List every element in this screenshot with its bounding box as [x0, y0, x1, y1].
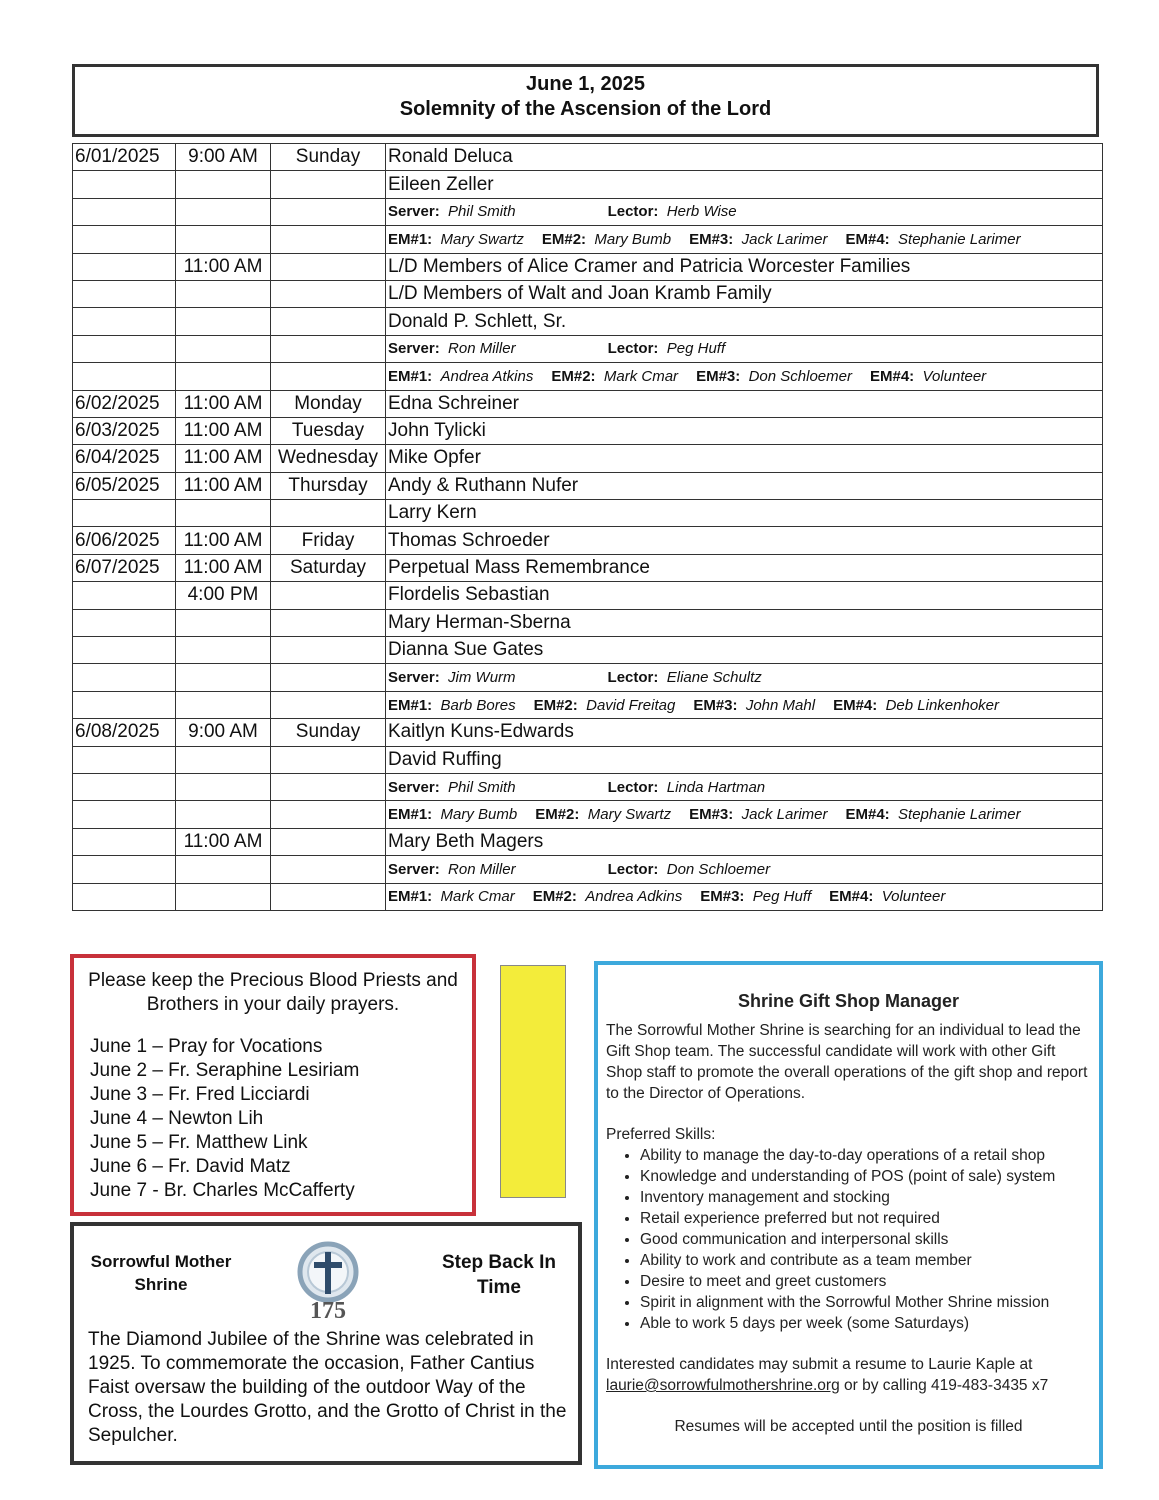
- role-person: Ron Miller: [448, 860, 516, 878]
- skill-item: • Ability to manage the day-to-day operations of a retail shop: [640, 1145, 1099, 1166]
- schedule-day: [271, 198, 386, 225]
- schedule-time: [176, 773, 271, 800]
- schedule-time: [176, 335, 271, 362]
- schedule-time: 11:00 AM: [176, 417, 271, 444]
- skill-item: • Retail experience preferred but not required: [640, 1208, 1099, 1229]
- prayer-item: June 7 - Br. Charles McCafferty: [90, 1180, 355, 1201]
- role-person: Jim Wurm: [448, 669, 516, 687]
- schedule-row: [73, 746, 1103, 773]
- skill-item: • Spirit in alignment with the Sorrowful Mother Shrine mission: [640, 1292, 1099, 1313]
- role-label: EM#4:: [869, 367, 915, 385]
- schedule-time: [176, 198, 271, 225]
- schedule-time: [176, 226, 271, 253]
- role-person: Andrea Adkins: [585, 888, 683, 906]
- skills-label: Preferred Skills:: [606, 1126, 716, 1143]
- schedule-time: [176, 609, 271, 636]
- schedule-day: [271, 253, 386, 280]
- role-person: Mary Bumb: [594, 230, 672, 248]
- schedule-date: [73, 691, 176, 718]
- schedule-date: [73, 828, 176, 855]
- role-person: Mark Cmar: [440, 888, 515, 906]
- schedule-day: Wednesday: [271, 445, 386, 472]
- header-date: June 1, 2025: [526, 73, 645, 95]
- schedule-day: Sunday: [271, 144, 386, 171]
- schedule-row: [73, 856, 1103, 883]
- schedule-day: [271, 746, 386, 773]
- schedule-time: 11:00 AM: [176, 390, 271, 417]
- schedule-row: [73, 828, 1103, 855]
- mass-intention: Kaitlyn Kuns-Edwards: [386, 719, 1103, 746]
- role-person: Linda Hartman: [666, 778, 766, 796]
- mass-intention: Eileen Zeller: [386, 171, 1103, 198]
- schedule-day: [271, 226, 386, 253]
- schedule-row: [73, 417, 1103, 444]
- schedule-day: [271, 308, 386, 335]
- mass-intention: Perpetual Mass Remembrance: [386, 554, 1103, 581]
- gift-contact: [606, 1354, 1091, 1396]
- role-label: EM#3:: [689, 806, 734, 824]
- role-person: Mary Swartz: [440, 230, 524, 248]
- server-lector-cell: [386, 664, 1103, 691]
- role-person: Deb Linkenhoker: [885, 696, 1000, 714]
- mass-schedule-table: [72, 143, 1103, 911]
- server-lector-cell: [386, 773, 1103, 800]
- role-person: Volunteer: [922, 367, 987, 385]
- schedule-day: [271, 582, 386, 609]
- schedule-day: Monday: [271, 390, 386, 417]
- schedule-time: [176, 691, 271, 718]
- em-cell: [386, 883, 1103, 910]
- schedule-time: [176, 856, 271, 883]
- schedule-row: [73, 253, 1103, 280]
- schedule-row: [73, 144, 1103, 171]
- schedule-day: [271, 856, 386, 883]
- mass-intention: Mary Herman-Sberna: [386, 609, 1103, 636]
- role-label: EM#2:: [532, 888, 577, 906]
- schedule-date: [73, 308, 176, 335]
- schedule-row: [73, 363, 1103, 390]
- schedule-day: [271, 637, 386, 664]
- role-label: EM#1:: [388, 696, 433, 714]
- schedule-day: [271, 801, 386, 828]
- schedule-row: [73, 500, 1103, 527]
- schedule-date: [73, 856, 176, 883]
- email-link[interactable]: laurie@sorrowfulmothershrine.org: [606, 1377, 840, 1394]
- header-feast: Solemnity of the Ascension of the Lord: [399, 98, 772, 120]
- role-label: EM#1:: [388, 806, 433, 824]
- mass-intention: L/D Members of Alice Cramer and Patricia Worcester Families: [386, 253, 1103, 280]
- schedule-row: [73, 883, 1103, 910]
- schedule-date: 6/08/2025: [73, 719, 176, 746]
- schedule-day: Thursday: [271, 472, 386, 499]
- schedule-date: [73, 883, 176, 910]
- schedule-date: [73, 500, 176, 527]
- role-person: Volunteer: [881, 888, 946, 906]
- prayer-item: June 6 – Fr. David Matz: [90, 1156, 291, 1177]
- prayer-item: June 4 – Newton Lih: [90, 1108, 264, 1129]
- gift-title: Shrine Gift Shop Manager: [737, 991, 960, 1011]
- schedule-date: 6/02/2025: [73, 390, 176, 417]
- schedule-date: [73, 171, 176, 198]
- schedule-time: [176, 308, 271, 335]
- schedule-day: [271, 280, 386, 307]
- prayer-list: [90, 1035, 472, 1203]
- prayer-intro: Please keep the Precious Blood Priests and Brothers in your daily prayers.: [88, 970, 458, 1015]
- role-label: EM#1:: [388, 230, 433, 248]
- skill-item: • Knowledge and understanding of POS (point of sale) system: [640, 1166, 1099, 1187]
- mass-intention: Mike Opfer: [386, 445, 1103, 472]
- schedule-row: [73, 226, 1103, 253]
- role-person: Andrea Atkins: [440, 367, 534, 385]
- role-person: Herb Wise: [666, 203, 737, 221]
- header-box: [72, 64, 1099, 137]
- skill-item: • Desire to meet and greet customers: [640, 1271, 1099, 1292]
- schedule-row: [73, 554, 1103, 581]
- mass-intention: Donald P. Schlett, Sr.: [386, 308, 1103, 335]
- schedule-date: [73, 664, 176, 691]
- schedule-day: [271, 609, 386, 636]
- schedule-row: [73, 280, 1103, 307]
- mass-intention: Andy & Ruthann Nufer: [386, 472, 1103, 499]
- role-label: Server:: [388, 778, 440, 796]
- role-person: David Freitag: [586, 696, 676, 714]
- schedule-day: [271, 363, 386, 390]
- schedule-day: [271, 828, 386, 855]
- role-person: Stephanie Larimer: [898, 806, 1021, 824]
- role-label: EM#4:: [833, 696, 878, 714]
- schedule-row: [73, 609, 1103, 636]
- schedule-date: [73, 226, 176, 253]
- mass-intention: David Ruffing: [386, 746, 1103, 773]
- shrine-box: [70, 1222, 582, 1465]
- schedule-date: [73, 746, 176, 773]
- schedule-time: 11:00 AM: [176, 253, 271, 280]
- role-label: EM#3:: [689, 230, 734, 248]
- role-label: Lector:: [607, 203, 659, 221]
- schedule-row: [73, 773, 1103, 800]
- mass-intention: Ronald Deluca: [386, 144, 1103, 171]
- role-person: Barb Bores: [440, 696, 516, 714]
- schedule-day: [271, 500, 386, 527]
- schedule-time: [176, 637, 271, 664]
- mass-intention: L/D Members of Walt and Joan Kramb Family: [386, 280, 1103, 307]
- skill-item: • Good communication and interpersonal skills: [640, 1229, 1099, 1250]
- schedule-time: 9:00 AM: [176, 719, 271, 746]
- schedule-time: 11:00 AM: [176, 445, 271, 472]
- role-person: Eliane Schultz: [666, 669, 762, 687]
- mass-intention: Dianna Sue Gates: [386, 637, 1103, 664]
- schedule-time: [176, 664, 271, 691]
- role-person: Mary Swartz: [587, 806, 672, 824]
- schedule-date: [73, 609, 176, 636]
- prayer-box: [70, 954, 476, 1216]
- role-label: Server:: [388, 340, 440, 358]
- role-label: EM#3:: [693, 696, 738, 714]
- schedule-row: [73, 198, 1103, 225]
- contact-prefix: Interested candidates may submit a resume to Laurie Kaple at: [606, 1356, 1033, 1373]
- em-cell: [386, 226, 1103, 253]
- mass-intention: Larry Kern: [386, 500, 1103, 527]
- role-label: Lector:: [607, 669, 659, 687]
- schedule-date: 6/06/2025: [73, 527, 176, 554]
- schedule-date: [73, 335, 176, 362]
- shrine-name: Sorrowful Mother Shrine: [90, 1252, 232, 1294]
- schedule-row: [73, 637, 1103, 664]
- role-label: EM#2:: [541, 230, 587, 248]
- schedule-day: Sunday: [271, 719, 386, 746]
- server-lector-cell: [386, 198, 1103, 225]
- schedule-date: [73, 773, 176, 800]
- schedule-time: [176, 280, 271, 307]
- mass-intention: Flordelis Sebastian: [386, 582, 1103, 609]
- schedule-date: [73, 801, 176, 828]
- skills-list: [618, 1145, 1099, 1334]
- role-label: EM#3:: [700, 888, 745, 906]
- schedule-time: 4:00 PM: [176, 582, 271, 609]
- role-label: Server:: [388, 669, 440, 687]
- shrine-cross-logo-icon: [284, 1240, 372, 1322]
- schedule-day: [271, 664, 386, 691]
- schedule-time: [176, 801, 271, 828]
- schedule-row: [73, 308, 1103, 335]
- skill-item: • Inventory management and stocking: [640, 1187, 1099, 1208]
- role-person: Ron Miller: [448, 340, 516, 358]
- schedule-date: 6/07/2025: [73, 554, 176, 581]
- mass-intention: Mary Beth Magers: [386, 828, 1103, 855]
- schedule-date: [73, 582, 176, 609]
- schedule-date: 6/04/2025: [73, 445, 176, 472]
- em-cell: [386, 801, 1103, 828]
- schedule-row: [73, 390, 1103, 417]
- prayer-item: June 5 – Fr. Matthew Link: [90, 1132, 308, 1153]
- role-label: Lector:: [607, 778, 659, 796]
- role-person: Peg Huff: [752, 888, 812, 906]
- schedule-row: [73, 691, 1103, 718]
- schedule-row: [73, 171, 1103, 198]
- logo-number: 175: [310, 1298, 346, 1322]
- role-person: John Mahl: [745, 696, 816, 714]
- schedule-row: [73, 582, 1103, 609]
- skill-item: • Ability to work and contribute as a team member: [640, 1250, 1099, 1271]
- schedule-row: [73, 445, 1103, 472]
- schedule-day: Friday: [271, 527, 386, 554]
- role-label: EM#1:: [388, 888, 433, 906]
- schedule-date: 6/01/2025: [73, 144, 176, 171]
- schedule-date: [73, 253, 176, 280]
- schedule-date: [73, 363, 176, 390]
- schedule-row: [73, 664, 1103, 691]
- schedule-date: [73, 637, 176, 664]
- schedule-day: [271, 773, 386, 800]
- mass-intention: Thomas Schroeder: [386, 527, 1103, 554]
- schedule-date: 6/05/2025: [73, 472, 176, 499]
- prayer-item: June 3 – Fr. Fred Licciardi: [90, 1084, 310, 1105]
- schedule-day: Tuesday: [271, 417, 386, 444]
- yellow-box: [500, 965, 566, 1198]
- skill-item: • Able to work 5 days per week (some Saturdays): [640, 1313, 1099, 1334]
- shrine-body: The Diamond Jubilee of the Shrine was celebrated in 1925. To commemorate the occasion, Father Cantius Faist oversaw the building of the outdoor Way of the Cross, the Lourdes Grotto, and the Grotto of Christ in the Sepulcher.: [88, 1329, 567, 1446]
- role-label: EM#2:: [533, 696, 578, 714]
- schedule-day: [271, 171, 386, 198]
- schedule-time: [176, 500, 271, 527]
- em-cell: [386, 363, 1103, 390]
- mass-intention: John Tylicki: [386, 417, 1103, 444]
- schedule-time: [176, 883, 271, 910]
- schedule-date: [73, 198, 176, 225]
- schedule-date: 6/03/2025: [73, 417, 176, 444]
- role-label: Lector:: [607, 860, 659, 878]
- role-person: Don Schloemer: [748, 367, 852, 385]
- role-person: Phil Smith: [448, 778, 516, 796]
- schedule-time: [176, 363, 271, 390]
- role-person: Don Schloemer: [666, 860, 771, 878]
- schedule-time: [176, 746, 271, 773]
- role-label: Lector:: [607, 340, 659, 358]
- schedule-day: [271, 335, 386, 362]
- schedule-time: 11:00 AM: [176, 527, 271, 554]
- contact-suffix: or by calling 419-483-3435 x7: [844, 1377, 1049, 1394]
- schedule-day: [271, 691, 386, 718]
- schedule-row: [73, 719, 1103, 746]
- role-person: Jack Larimer: [741, 230, 828, 248]
- schedule-time: [176, 171, 271, 198]
- prayer-item: June 1 – Pray for Vocations: [90, 1036, 323, 1057]
- role-label: EM#4:: [829, 888, 874, 906]
- role-person: Jack Larimer: [741, 806, 828, 824]
- schedule-row: [73, 801, 1103, 828]
- role-person: Stephanie Larimer: [898, 230, 1021, 248]
- schedule-row: [73, 527, 1103, 554]
- server-lector-cell: [386, 335, 1103, 362]
- schedule-row: [73, 472, 1103, 499]
- schedule-date: [73, 280, 176, 307]
- role-label: Server:: [388, 860, 440, 878]
- em-cell: [386, 691, 1103, 718]
- gift-footer: Resumes will be accepted until the position is filled: [674, 1418, 1023, 1435]
- schedule-row: [73, 335, 1103, 362]
- schedule-day: [271, 883, 386, 910]
- role-person: Phil Smith: [448, 203, 516, 221]
- gift-shop-box: [594, 961, 1103, 1469]
- server-lector-cell: [386, 856, 1103, 883]
- role-label: Server:: [388, 203, 440, 221]
- prayer-item: June 2 – Fr. Seraphine Lesiriam: [90, 1060, 360, 1081]
- role-person: Mary Bumb: [440, 806, 518, 824]
- role-label: EM#3:: [696, 367, 741, 385]
- role-person: Mark Cmar: [603, 367, 679, 385]
- gift-intro: The Sorrowful Mother Shrine is searching for an individual to lead the Gift Shop team. The successful candidate will work with other Gift Shop staff to promote the overall operations of the gift shop and report to the Director of Operations.: [606, 1022, 1088, 1102]
- role-label: EM#4:: [845, 806, 890, 824]
- schedule-time: 11:00 AM: [176, 472, 271, 499]
- role-label: EM#2:: [535, 806, 580, 824]
- role-person: Peg Huff: [666, 340, 726, 358]
- shrine-heading: Step Back In Time: [441, 1252, 557, 1298]
- schedule-time: 9:00 AM: [176, 144, 271, 171]
- mass-intention: Edna Schreiner: [386, 390, 1103, 417]
- schedule-time: 11:00 AM: [176, 554, 271, 581]
- role-label: EM#1:: [388, 367, 433, 385]
- role-label: EM#4:: [845, 230, 890, 248]
- schedule-time: 11:00 AM: [176, 828, 271, 855]
- role-label: EM#2:: [551, 367, 596, 385]
- schedule-day: Saturday: [271, 554, 386, 581]
